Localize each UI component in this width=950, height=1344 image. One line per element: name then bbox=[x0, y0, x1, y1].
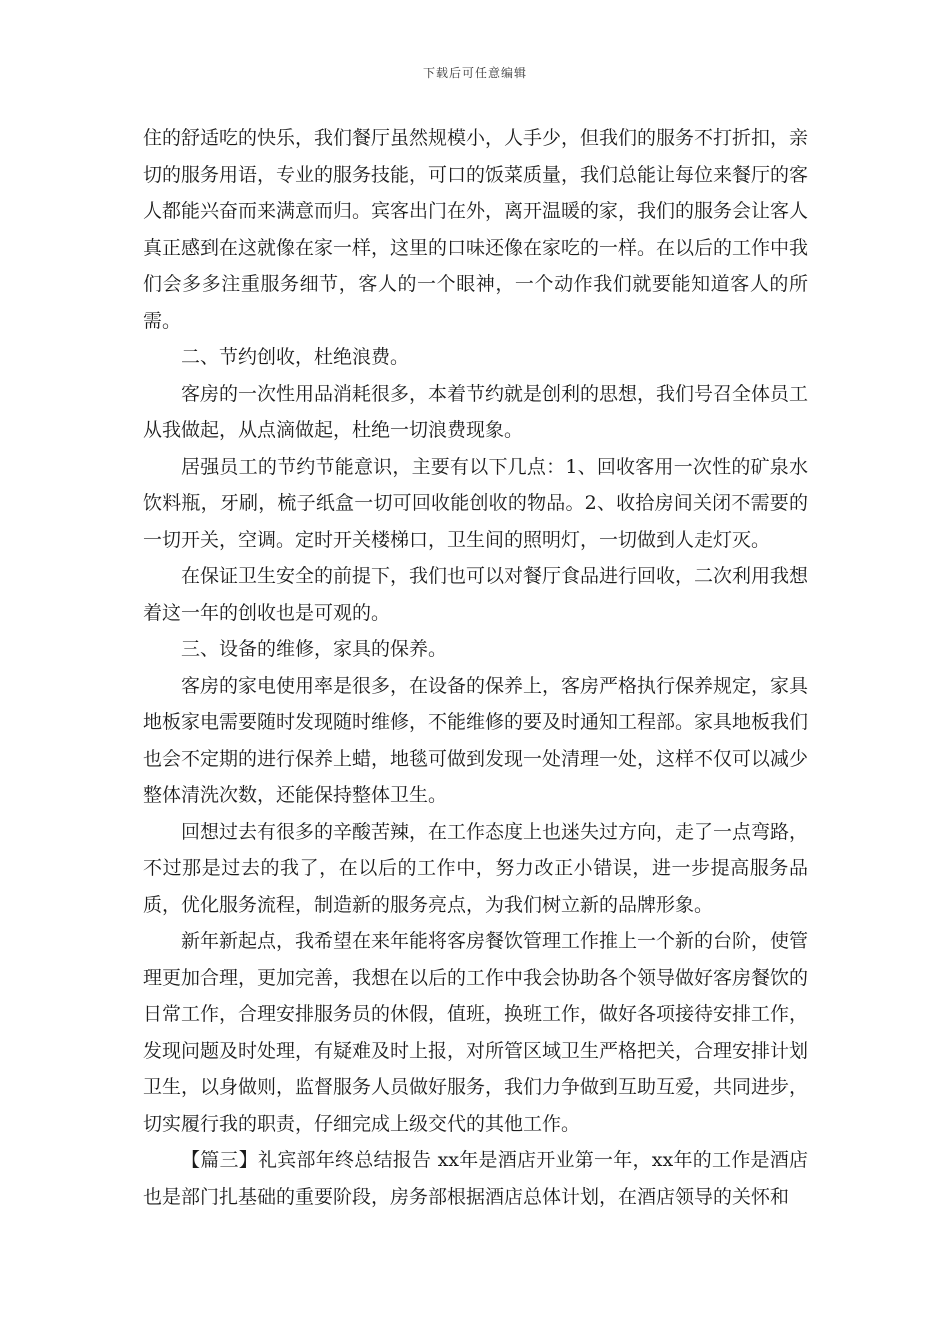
paragraph-reflection: 回想过去有很多的辛酸苦辣，在工作态度上也迷失过方向，走了一点弯路，不过那是过去的我了，在以后的工作中，努力改正小错误，进一步提高服务品质，优化服务流程，制造新的服务亮点，为我们树立新的品牌形象。 bbox=[143, 820, 809, 916]
paragraph-disposable-items: 客房的一次性用品消耗很多，本着节约就是创利的思想，我们号召全体员工从我做起，从点滴做起，杜绝一切浪费现象。 bbox=[143, 382, 809, 441]
paragraph-part-three: 【篇三】礼宾部年终总结报告 xx年是酒店开业第一年，xx年的工作是酒店也是部门扎基础的重要阶段，房务部根据酒店总体计划，在酒店领导的关怀和 bbox=[143, 1149, 808, 1208]
paragraph-new-year-plan: 新年新起点，我希望在来年能将客房餐饮管理工作推上一个新的台阶，使管理更加合理，更加完善，我想在以后的工作中我会协助各个领导做好客房餐饮的日常工作，合理安排服务员的休假，值班，换班工作，做好各项接待安排工作，发现问题及时处理，有疑难及时上报，对所管区域卫生严格把关，合理安排计划卫生，以身做则，监督服务人员做好服务，我们力争做到互助互爱，共同进步，切实履行我的职责，仔细完成上级交代的其他工作。 bbox=[143, 930, 809, 1135]
paragraph-service-quality: 住的舒适吃的快乐，我们餐厅虽然规模小，人手少，但我们的服务不打折扣，亲切的服务用语，专业的服务技能，可口的饭菜质量，我们总能让每位来餐厅的客人都能兴奋而来满意而归。宾客出门在外，离开温暖的家，我们的服务会让客人真正感到在这就像在家一样，这里的口味还像在家吃的一样。在以后的工作中我们会多多注重服务细节，客人的一个眼神，一个动作我们就要能知道客人的所需。 bbox=[143, 127, 809, 332]
section-heading-maintenance: 三、设备的维修，家具的保养。 bbox=[181, 638, 448, 660]
document-body bbox=[143, 120, 808, 1215]
page-header: 下载后可任意编辑 bbox=[422, 66, 527, 80]
section-heading-saving: 二、节约创收，杜绝浪费。 bbox=[181, 346, 410, 368]
paragraph-equipment-maintenance: 客房的家电使用率是很多，在设备的保养上，客房严格执行保养规定，家具地板家电需要随时发现随时维修，不能维修的要及时通知工程部。家具地板我们也会不定期的进行保养上蜡，地毯可做到发现一处清理一处，这样不仅可以减少整体清洗次数，还能保持整体卫生。 bbox=[143, 674, 809, 806]
paragraph-food-recycling: 在保证卫生安全的前提下，我们也可以对餐厅食品进行回收，二次利用我想着这一年的创收也是可观的。 bbox=[143, 565, 809, 624]
paragraph-energy-saving: 居强员工的节约节能意识，主要有以下几点：1、回收客用一次性的矿泉水饮料瓶，牙刷，梳子纸盒一切可回收能创收的物品。2、收拾房间关闭不需要的一切开关，空调。定时开关楼梯口，卫生间的照明灯，一切做到人走灯灭。 bbox=[143, 455, 808, 551]
